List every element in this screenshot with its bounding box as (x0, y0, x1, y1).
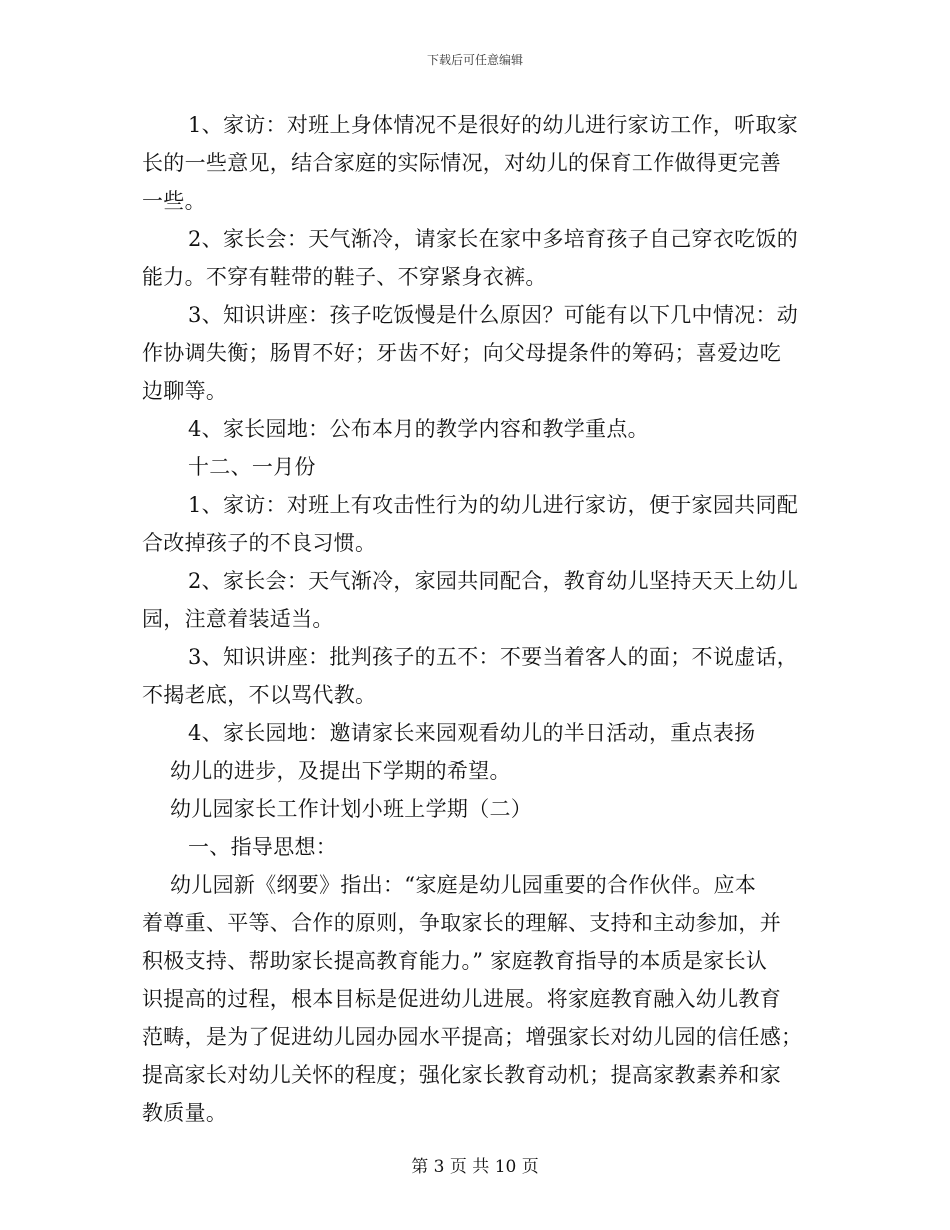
section-heading: 一、指导思想： (188, 835, 338, 859)
text-line: 2、家长会：天气渐冷，家园共同配合，教育幼儿坚持天天上幼儿 (188, 569, 799, 593)
text-line: 合改掉孩子的不良习惯。 (142, 531, 377, 555)
text-line: 不揭老底，不以骂代教。 (142, 683, 377, 707)
section-heading: 十二、一月份 (188, 455, 316, 479)
text-line: 范畴，是为了促进幼儿园办园水平提高；增强家长对幼儿园的信任感； (142, 1025, 803, 1049)
text-line: 1、家访：对班上有攻击性行为的幼儿进行家访，便于家园共同配 (188, 493, 799, 517)
text-line: 长的一些意见，结合家庭的实际情况，对幼儿的保育工作做得更完善 (142, 151, 781, 175)
text-line: 园，注意着装适当。 (142, 607, 334, 631)
page-number: 第 3 页 共 10 页 (411, 1157, 539, 1177)
text-line: 识提高的过程，根本目标是促进幼儿进展。将家庭教育融入幼儿教育 (142, 987, 781, 1011)
text-line: 作协调失衡；肠胃不好；牙齿不好；向父母提条件的筹码；喜爱边吃 (142, 341, 781, 365)
text-line: 2、家长会：天气渐冷，请家长在家中多培育孩子自己穿衣吃饭的 (188, 227, 799, 251)
text-line: 4、家长园地：邀请家长来园观看幼儿的半日活动，重点表扬 (188, 721, 756, 745)
document-subtitle: 幼儿园家长工作计划小班上学期（二） (170, 797, 533, 821)
text-line: 3、知识讲座：批判孩子的五不：不要当着客人的面；不说虚话， (188, 645, 799, 669)
text-line: 一些。 (142, 189, 206, 213)
text-line: 教质量。 (142, 1101, 228, 1125)
text-line: 积极支持、帮助家长提高教育能力。” 家庭教育指导的本质是家长认 (142, 949, 768, 973)
text-line: 1、家访：对班上身体情况不是很好的幼儿进行家访工作，听取家 (188, 113, 799, 137)
text-line: 提高家长对幼儿关怀的程度；强化家长教育动机；提高家教素养和家 (142, 1063, 781, 1087)
text-line: 边聊等。 (142, 379, 228, 403)
text-line: 3、知识讲座：孩子吃饭慢是什么原因？可能有以下几中情况：动 (188, 303, 799, 327)
text-line: 幼儿园新《纲要》指出：“家庭是幼儿园重要的合作伙伴。应本 (170, 873, 757, 897)
text-line: 着尊重、平等、合作的原则，争取家长的理解、支持和主动参加，并 (142, 911, 781, 935)
document-body (142, 106, 822, 1132)
text-line: 4、家长园地：公布本月的教学内容和教学重点。 (188, 417, 649, 441)
text-line: 能力。不穿有鞋带的鞋子、不穿紧身衣裤。 (142, 265, 547, 289)
page-header-note: 下载后可任意编辑 (426, 53, 523, 67)
text-line: 幼儿的进步，及提出下学期的希望。 (170, 759, 511, 783)
